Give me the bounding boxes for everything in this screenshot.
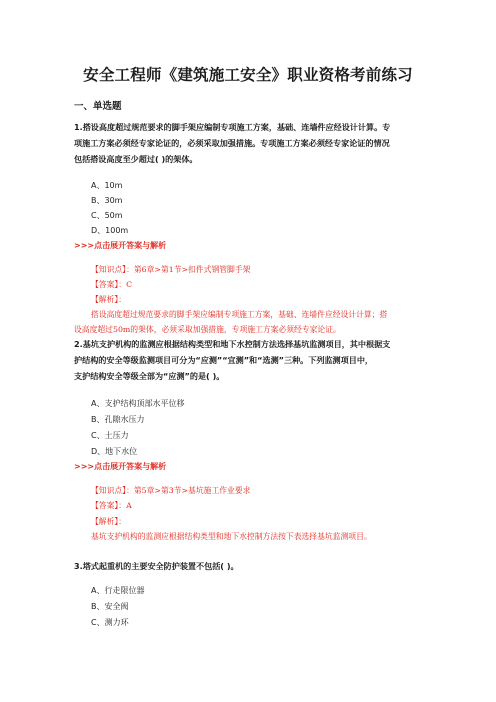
- analysis-line: 基坑支护机构的监测应根据结构类型和地下水控制方法按下表选择基坑监测项目。: [91, 532, 372, 541]
- expand-answer-link[interactable]: >>>点击展开答案与解析: [74, 462, 167, 471]
- analysis-line: 搭设高度超过规范要求的脚手架应编制专项施工方案，基础、连墙件应经设计计算；搭: [91, 310, 388, 319]
- knowledge-point: 【知识点】：第5章>第3节>基坑施工作业要求: [91, 486, 251, 495]
- question-text-line: 2.基坑支护机构的监测应根据结构类型和地下水控制方法选择基坑监测项目，其中根据支: [74, 339, 391, 349]
- question-text-line: 支护结构安全等级全部为“应测”的是( )。: [74, 371, 225, 381]
- option-c: C、50m: [91, 211, 123, 220]
- analysis-label: 【解析】：: [91, 295, 127, 304]
- option-c: C、测力环: [91, 618, 129, 627]
- question-text-line: 项施工方案必须经专家论证的，必须采取加强措施。专项施工方案必须经专家论证的情况: [74, 138, 390, 148]
- question-3: [74, 558, 424, 574]
- question-text-line: 包括搭设高度至少超过( )的架体。: [74, 154, 198, 164]
- option-a: A、10m: [91, 181, 123, 190]
- option-c: C、土压力: [91, 431, 129, 440]
- expand-answer-link[interactable]: >>>点击展开答案与解析: [74, 241, 167, 250]
- analysis-label: 【解析】：: [91, 517, 127, 526]
- question-text-line: 1.搭设高度超过规范要求的脚手架应编制专项施工方案，基础、连墙件应经设计计算。专: [74, 122, 391, 132]
- question-1: [74, 119, 424, 167]
- question-2: [74, 336, 424, 384]
- question-text-line: 3.塔式起重机的主要安全防护装置不包括( )。: [74, 561, 239, 571]
- answer: 【答案】：C: [91, 280, 133, 289]
- knowledge-point: 【知识点】：第6章>第1节>扣件式钢管脚手架: [91, 265, 251, 274]
- option-b: B、孔隙水压力: [91, 415, 145, 424]
- section-heading: 一、单选题: [74, 101, 122, 112]
- option-d: D、地下水位: [91, 447, 138, 456]
- page-title: 安全工程师《建筑施工安全》职业资格考前练习: [83, 66, 413, 84]
- option-d: D、100m: [91, 226, 129, 235]
- option-b: B、安全阀: [91, 602, 129, 611]
- answer: 【答案】：A: [91, 501, 132, 510]
- question-text-line: 护结构的安全等级监测项目可分为“应测”“宜测”和“选测”三种。下列监测项目中，: [74, 355, 374, 365]
- analysis-line: 设高度超过50m的架体，必须采取加强措施，专项施工方案必须经专家论证。: [74, 325, 341, 334]
- option-a: A、支护结构顶部水平位移: [91, 399, 185, 408]
- option-a: A、行走限位器: [91, 586, 145, 595]
- option-b: B、30m: [91, 196, 123, 205]
